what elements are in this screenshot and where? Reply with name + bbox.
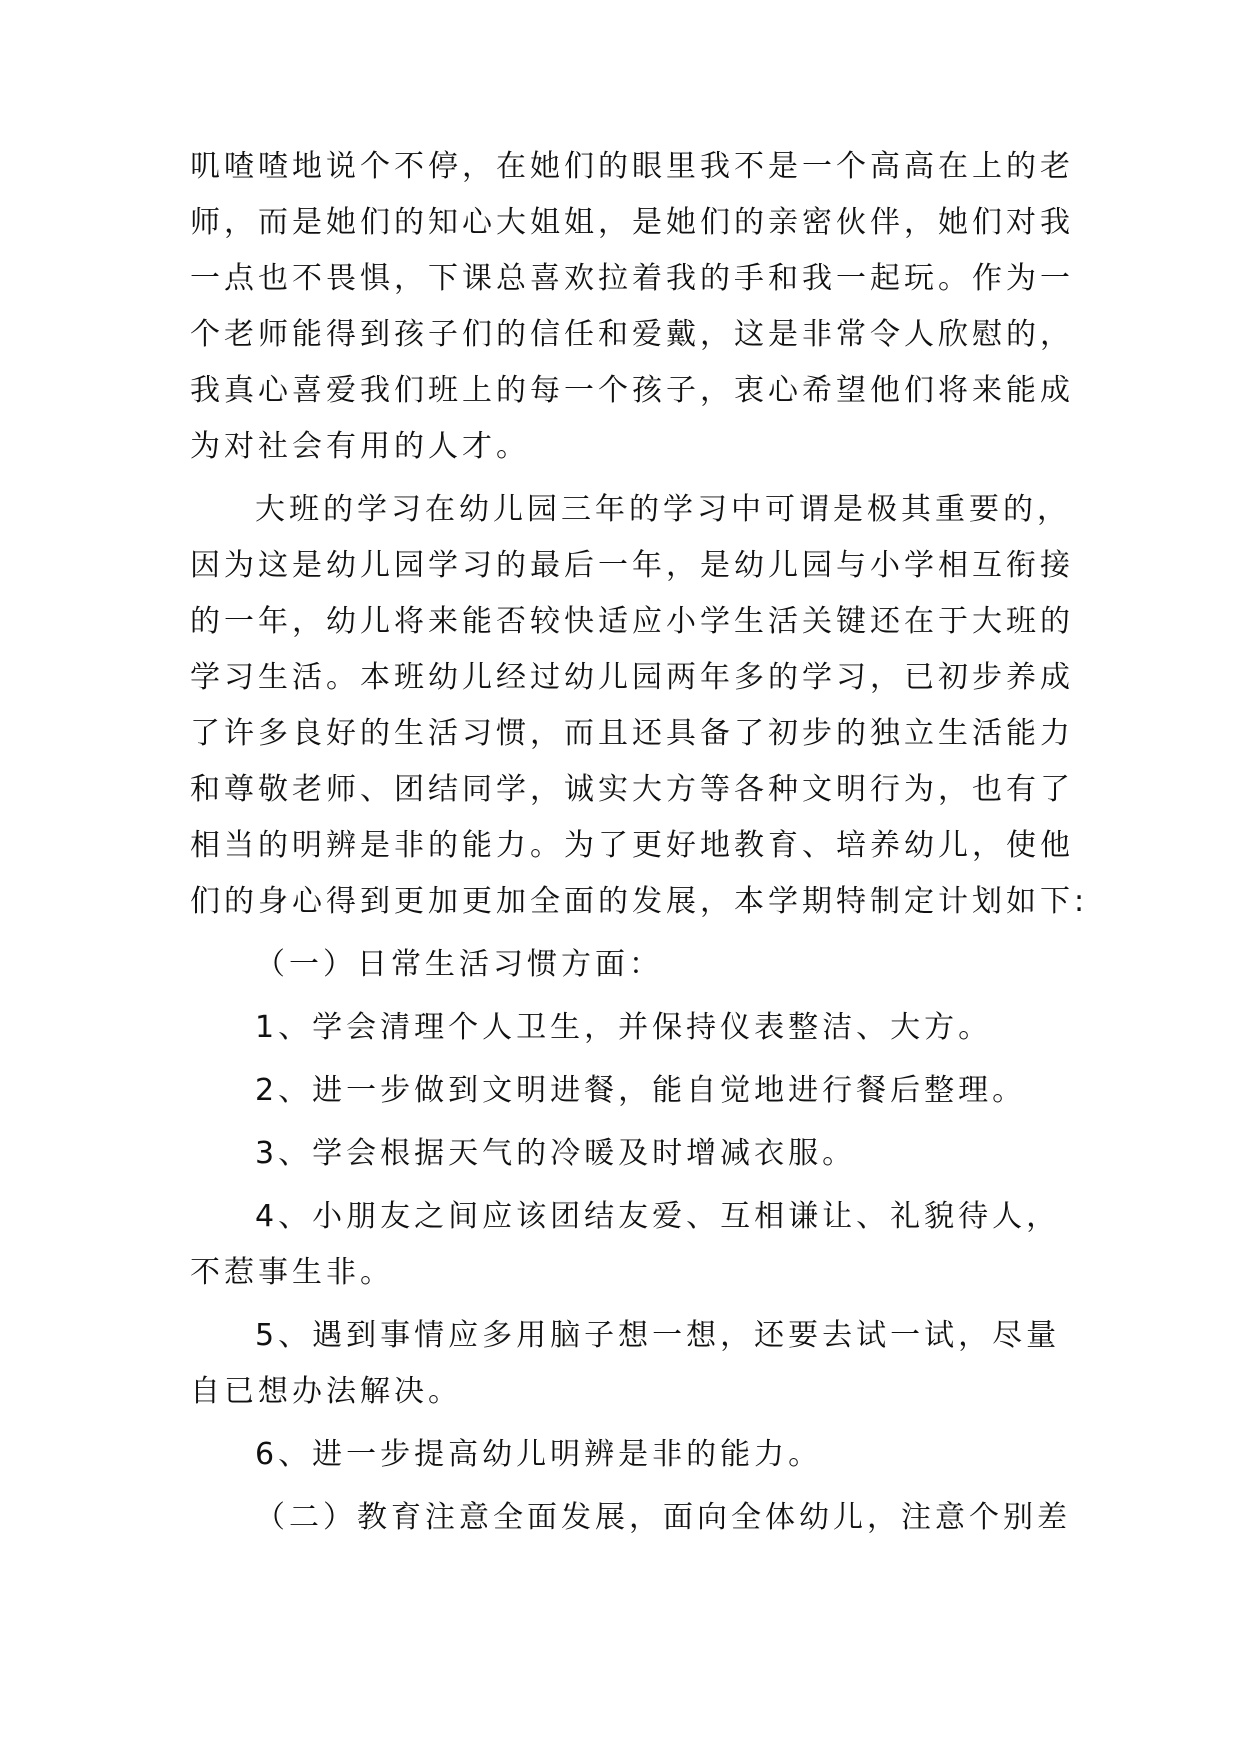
text-line-9: 的一年，幼儿将来能否较快适应小学生活关键还在于大班的 (190, 604, 1074, 639)
text-line-14: 们的身心得到更加更加全面的发展，本学期特制定计划如下: (190, 884, 1089, 919)
text-line-2: 师，而是她们的知心大姐姐，是她们的亲密伙伴，她们对我 (190, 205, 1074, 240)
text-line-7: 大班的学习在幼儿园三年的学习中可谓是极其重要的， (255, 492, 1071, 527)
text-line-17: 2、进一步做到文明进餐，能自觉地进行餐后整理。 (255, 1073, 1027, 1108)
text-line-12: 和尊敬老师、团结同学，诚实大方等各种文明行为，也有了 (190, 772, 1074, 807)
text-line-18: 3、学会根据天气的冷暖及时增减衣服。 (255, 1136, 857, 1171)
text-line-21: 5、遇到事情应多用脑子想一想，还要去试一试，尽量 (255, 1318, 1061, 1353)
text-line-13: 相当的明辨是非的能力。为了更好地教育、培养幼儿，使他 (190, 828, 1074, 863)
text-line-1: 叽喳喳地说个不停，在她们的眼里我不是一个高高在上的老 (190, 149, 1074, 184)
text-line-6: 为对社会有用的人才。 (190, 429, 530, 464)
text-line-20: 不惹事生非。 (190, 1255, 394, 1290)
text-line-19: 4、小朋友之间应该团结友爱、互相谦让、礼貌待人， (255, 1199, 1061, 1234)
text-line-3: 一点也不畏惧，下课总喜欢拉着我的手和我一起玩。作为一 (190, 261, 1074, 296)
text-line-15: （一）日常生活习惯方面： (255, 947, 663, 982)
text-line-8: 因为这是幼儿园学习的最后一年，是幼儿园与小学相互衔接 (190, 548, 1074, 583)
text-line-11: 了许多良好的生活习惯，而且还具备了初步的独立生活能力 (190, 716, 1074, 751)
text-line-24: （二）教育注意全面发展，面向全体幼儿，注意个别差 (255, 1500, 1071, 1535)
text-line-10: 学习生活。本班幼儿经过幼儿园两年多的学习，已初步养成 (190, 660, 1074, 695)
text-line-22: 自已想办法解决。 (190, 1374, 462, 1409)
text-line-5: 我真心喜爱我们班上的每一个孩子，衷心希望他们将来能成 (190, 373, 1074, 408)
text-line-4: 个老师能得到孩子们的信任和爱戴，这是非常令人欣慰的， (190, 317, 1074, 352)
text-line-16: 1、学会清理个人卫生，并保持仪表整洁、大方。 (255, 1010, 993, 1045)
text-line-23: 6、进一步提高幼儿明辨是非的能力。 (255, 1437, 823, 1472)
